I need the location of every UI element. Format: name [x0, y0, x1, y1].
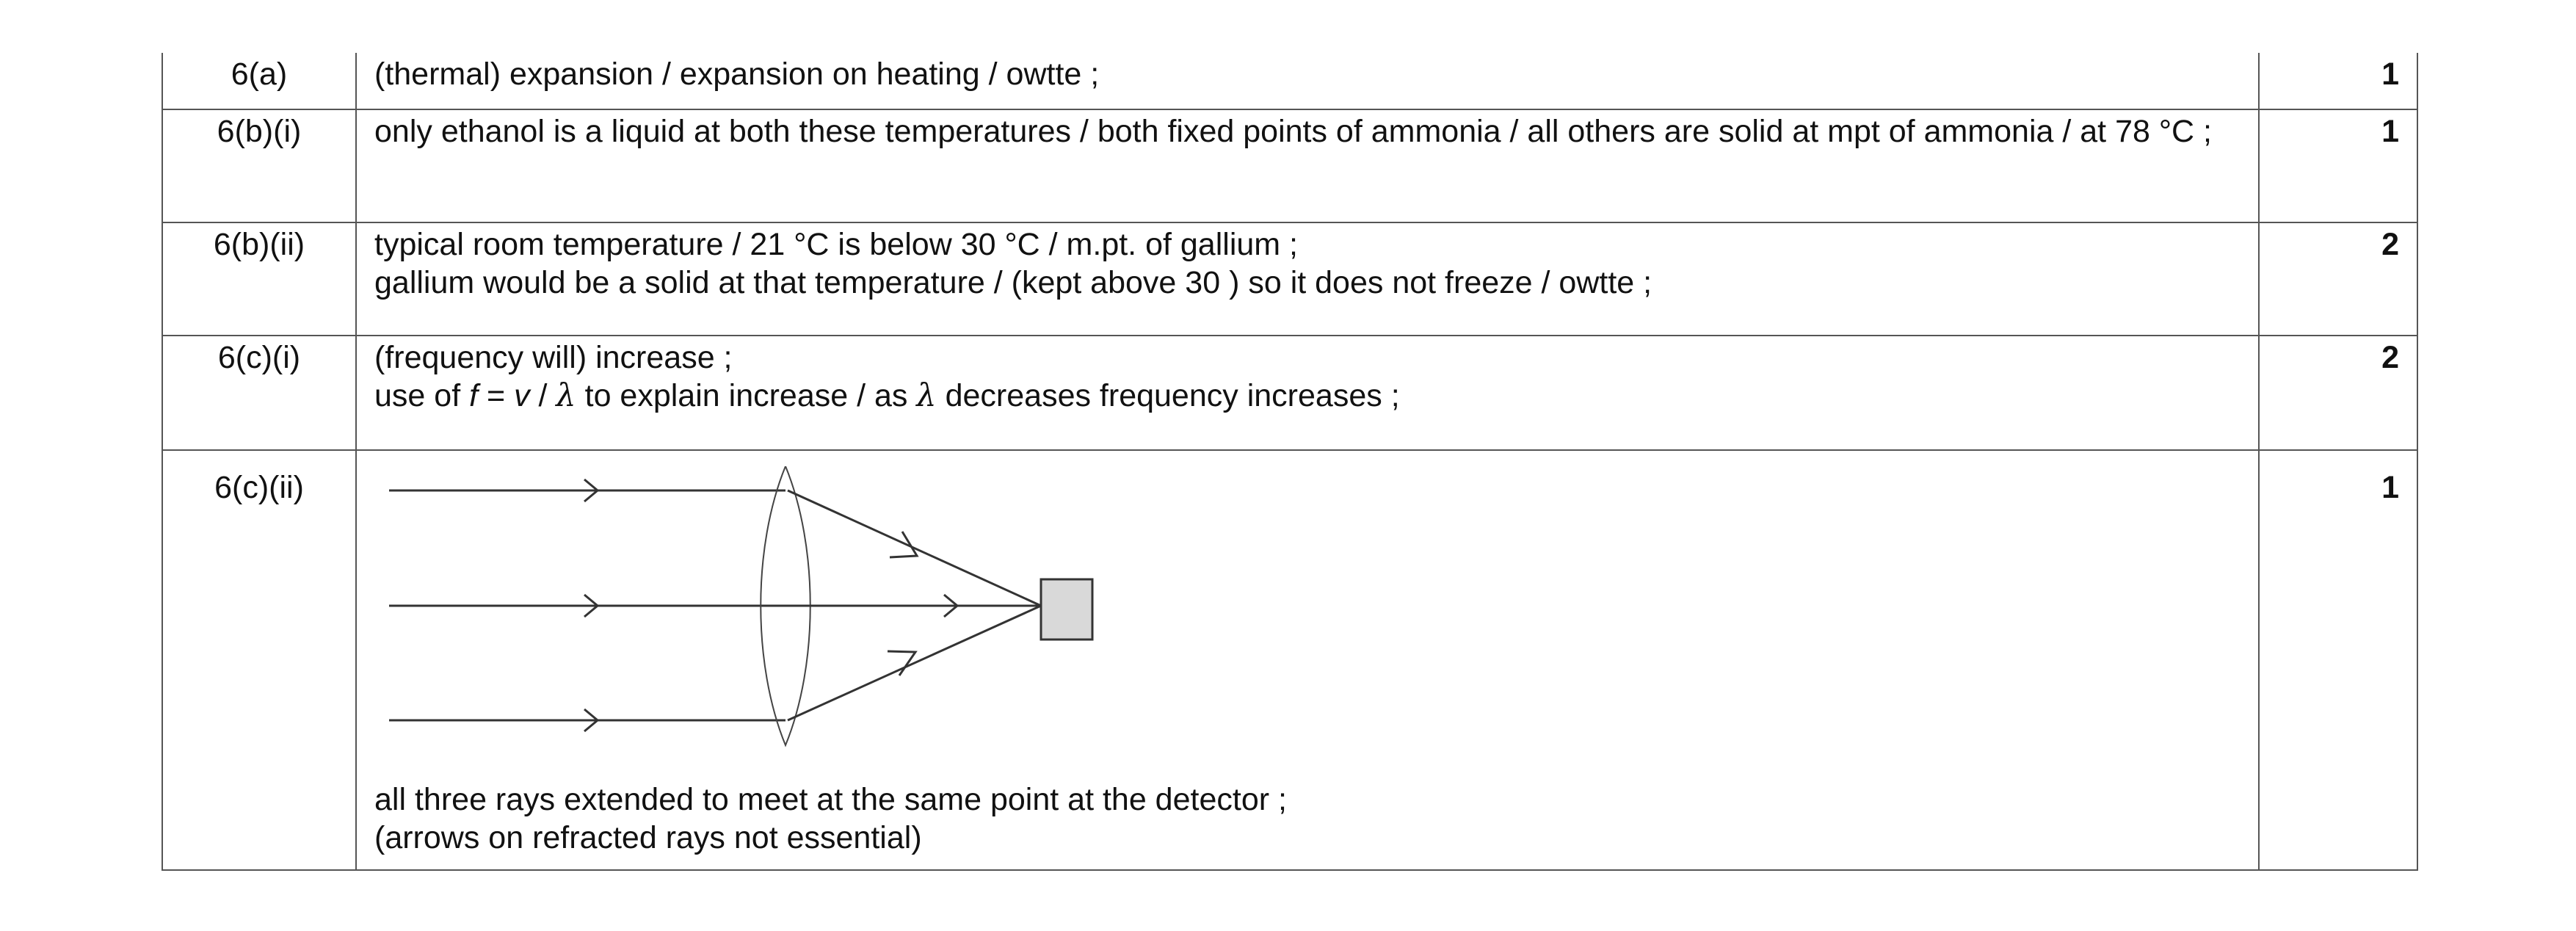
question-number: 6(c)(ii)	[162, 450, 356, 870]
text-fragment: use of	[374, 378, 470, 413]
answer-cell	[356, 222, 2259, 336]
answer-line: gallium would be a solid at that temperature / (kept above 30 ) so it does not freeze / owtte ;	[374, 265, 1652, 300]
answer-line	[374, 377, 2243, 415]
answer-line: typical room temperature / 21 °C is below 30 °C / m.pt. of gallium ;	[374, 227, 1299, 262]
refracted-ray	[788, 606, 1041, 720]
question-number: 6(b)(ii)	[162, 222, 356, 336]
wavelength-symbol: λ	[556, 377, 576, 414]
question-number: 6(b)(i)	[162, 109, 356, 222]
answer-cell	[356, 450, 2259, 870]
table-row	[162, 53, 2417, 109]
marks: 2	[2259, 336, 2417, 450]
answer-line: (arrows on refracted rays not essential)	[374, 820, 922, 855]
wavelength-symbol: λ	[916, 377, 937, 414]
marks: 1	[2259, 450, 2417, 870]
text-fragment: decreases frequency increases ;	[936, 378, 1400, 413]
lens-ray-diagram	[374, 466, 1109, 760]
answer-line: (thermal) expansion / expansion on heating / owtte ;	[374, 57, 1100, 92]
text-fragment: to explain increase / as	[576, 378, 917, 413]
table-row	[162, 450, 2417, 870]
velocity-symbol: v	[514, 378, 530, 413]
answer-line: only ethanol is a liquid at both these temperatures / both fixed points of ammonia / all others are solid at mpt of ammonia / at 78 °C ;	[374, 114, 2212, 149]
question-number: 6(a)	[162, 53, 356, 109]
frequency-symbol: f	[469, 378, 479, 413]
marks: 1	[2259, 109, 2417, 222]
incident-rays	[389, 479, 793, 731]
answer-line: all three rays extended to meet at the same point at the detector ;	[374, 782, 1287, 817]
refracted-ray	[788, 490, 1041, 606]
marks: 2	[2259, 222, 2417, 336]
marks: 1	[2259, 53, 2417, 109]
table-row	[162, 109, 2417, 222]
text-fragment: =	[478, 378, 515, 413]
answer-cell	[356, 336, 2259, 450]
detector	[1041, 579, 1092, 640]
mark-scheme-table	[162, 53, 2418, 871]
arrow-head-icon	[890, 532, 917, 557]
answer-cell	[356, 53, 2259, 109]
refracted-rays	[788, 490, 1041, 720]
table-row	[162, 222, 2417, 336]
answer-line: (frequency will) increase ;	[374, 340, 733, 375]
answer-cell	[356, 109, 2259, 222]
table-row	[162, 336, 2417, 450]
text-fragment: /	[529, 378, 556, 413]
question-number: 6(c)(i)	[162, 336, 356, 450]
